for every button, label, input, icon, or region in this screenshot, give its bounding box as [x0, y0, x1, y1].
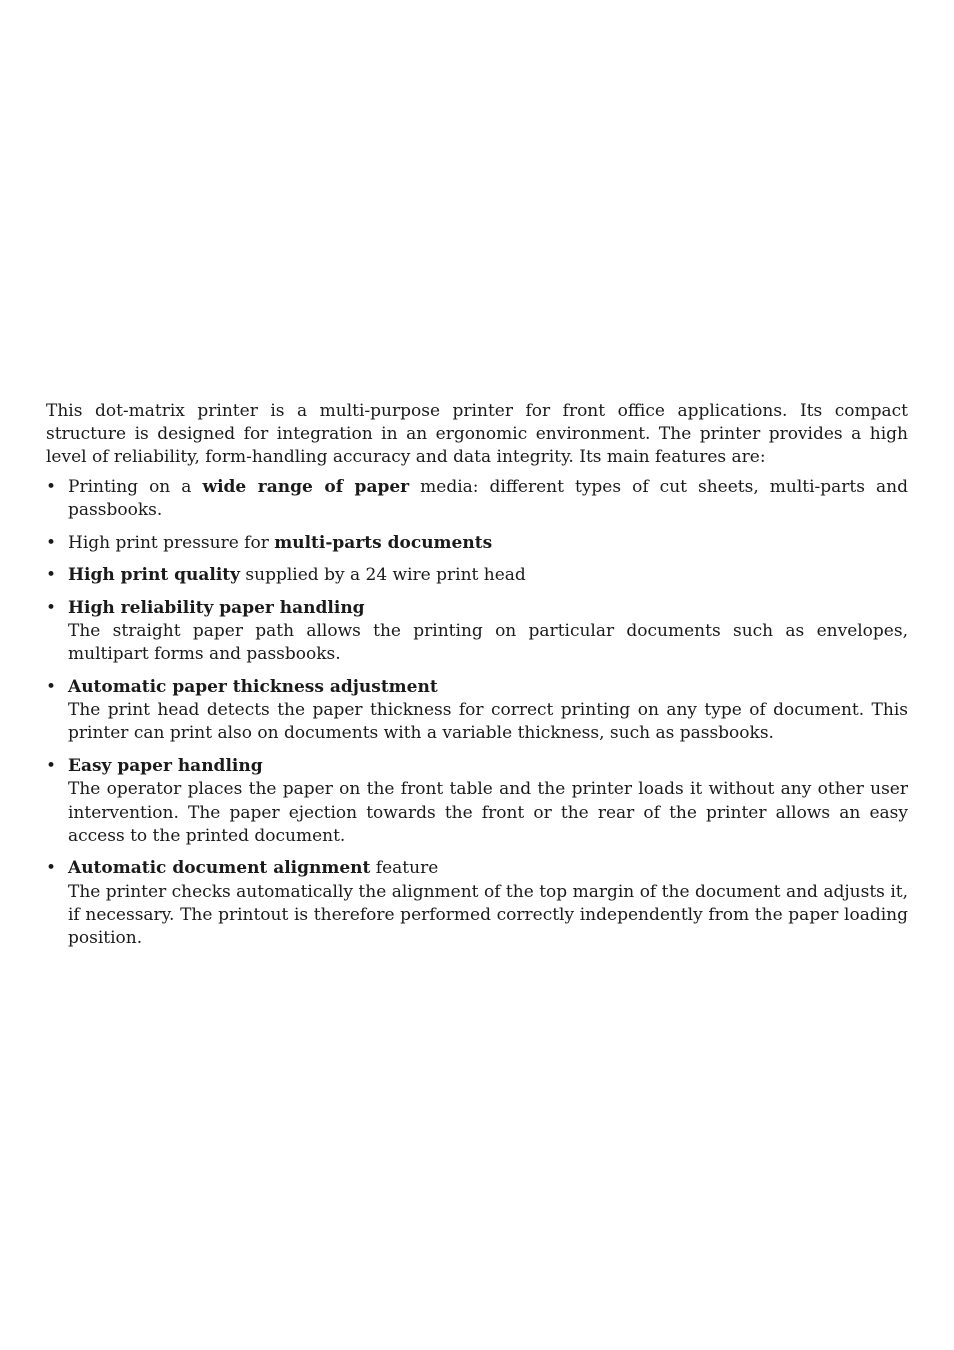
- feature-bold-text: wide range of paper: [202, 476, 410, 497]
- feature-item-easy-handling: [46, 755, 908, 848]
- bullet-icon: •: [46, 677, 57, 698]
- feature-item-print-quality: [46, 564, 908, 587]
- feature-pre-text: High print pressure for: [68, 532, 275, 553]
- bullet-icon: •: [46, 858, 57, 879]
- intro-paragraph: This dot-matrix printer is a multi-purpose printer for front office applications. Its compact structure is designed for integration in an ergonomic environment. The printer provides a high level of reliability, form-handling accuracy and data integrity. Its main features are:: [46, 401, 908, 468]
- feature-post-text: supplied by a 24 wire print head: [240, 565, 526, 586]
- feature-list: [46, 476, 908, 951]
- feature-post-text: media: different types of cut sheets, multi-parts and passbooks.: [68, 476, 908, 520]
- feature-description: The straight paper path allows the printing on particular documents such as envelopes, multipart forms and passbooks.: [68, 621, 908, 665]
- bullet-icon: •: [46, 532, 57, 553]
- feature-bold-text: multi-parts documents: [274, 532, 493, 553]
- feature-bold-text: Easy paper handling: [68, 756, 263, 777]
- feature-item-wide-range: [46, 476, 908, 522]
- feature-item-alignment: [46, 857, 908, 950]
- feature-heading: [68, 858, 438, 878]
- feature-description: The printer checks automatically the alignment of the top margin of the document and adjusts it, if necessary. The printout is therefore performed correctly independently from the paper loading position.: [68, 881, 908, 949]
- feature-heading: [68, 477, 908, 520]
- feature-description: The operator places the paper on the front table and the printer loads it without any other user intervention. The paper ejection towards the front or the rear of the printer allows an easy access to the printed document.: [68, 779, 908, 846]
- bullet-icon: •: [46, 476, 57, 497]
- bullet-icon: •: [46, 756, 57, 777]
- feature-item-thickness: [46, 676, 908, 746]
- feature-heading: [68, 677, 438, 697]
- feature-bold-text: Automatic document alignment: [68, 858, 371, 879]
- feature-pre-text: Printing on a: [68, 476, 203, 497]
- feature-bold-text: High print quality: [68, 565, 241, 586]
- feature-post-text: feature: [370, 858, 439, 879]
- feature-bold-text: Automatic paper thickness adjustment: [68, 677, 438, 698]
- feature-item-reliability: [46, 597, 908, 667]
- feature-bold-text: High reliability paper handling: [68, 597, 365, 618]
- feature-heading: [68, 565, 526, 585]
- feature-item-print-pressure: [46, 532, 908, 555]
- bullet-icon: •: [46, 597, 57, 618]
- document-page: [46, 400, 908, 960]
- feature-description: The print head detects the paper thickness for correct printing on any type of document. This printer can print also on documents with a variable thickness, such as passbooks.: [68, 700, 908, 744]
- bullet-icon: •: [46, 565, 57, 586]
- feature-heading: [68, 756, 263, 776]
- feature-heading: [68, 533, 492, 553]
- feature-heading: [68, 598, 365, 618]
